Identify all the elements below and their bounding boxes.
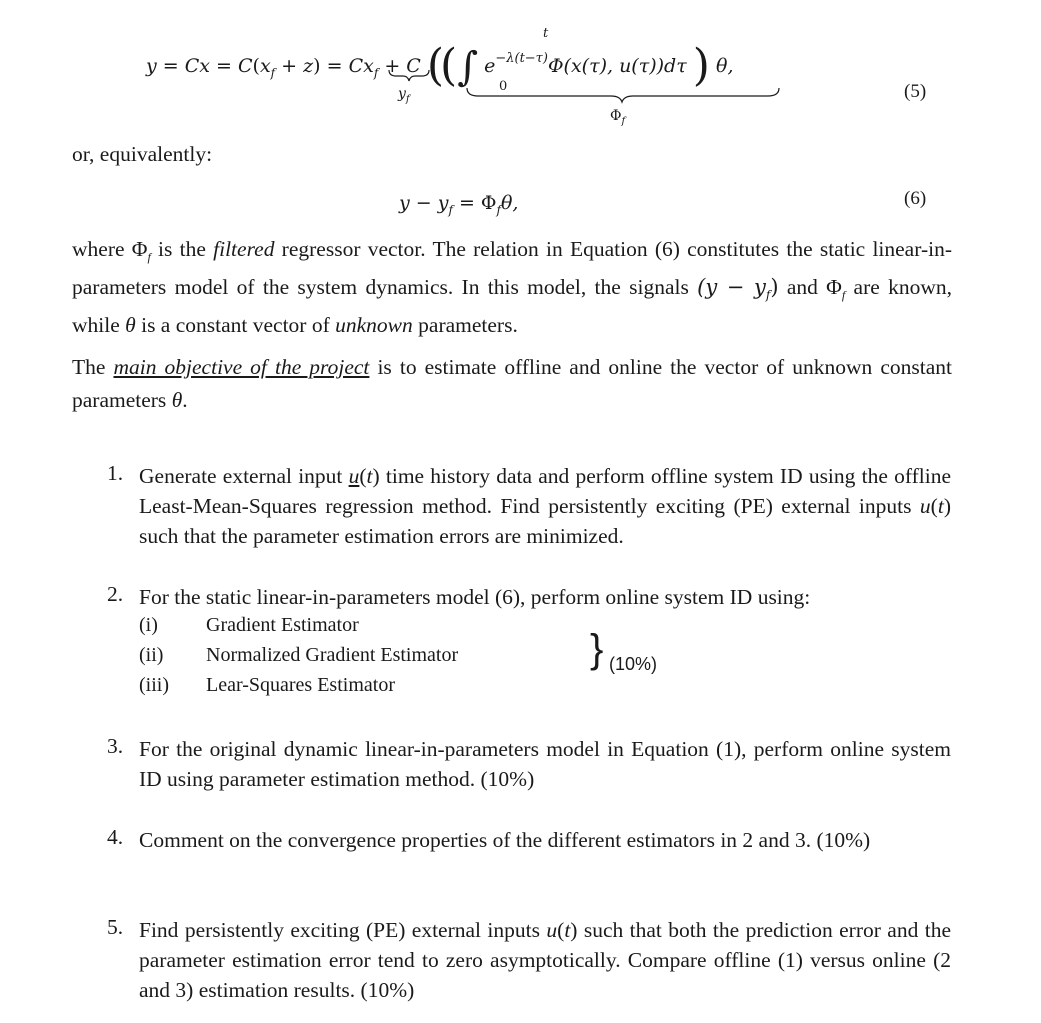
integral-sign: ∫ <box>457 44 479 90</box>
eq5-int-upper: t <box>543 26 549 41</box>
eq5-int-lower: 0 <box>499 79 508 94</box>
eq5-sub-f2: f <box>373 66 379 80</box>
sub-item-ii-label: Normalized Gradient Estimator <box>206 644 459 666</box>
equation-6: $y - y_f = \Phi_f\theta$, <box>399 192 519 217</box>
sub-item-iii-label: Lear-Squares Estimator <box>206 674 395 696</box>
list-item-2-text: For the static linear-in-parameters model (6), perform online system ID using: <box>139 585 811 609</box>
eq5-plus-z: + z <box>275 55 314 77</box>
list-item-1-number: 1. <box>107 461 124 485</box>
list-item-3-number: 3. <box>107 734 124 758</box>
paragraph-filtered-regressor: where $\Phi_f$ is the filtered regressor vector. The relation in Equation (6) constitutes the static linear-in-parameters model of the system dynamics. In this model, the signals $(y - y_f)$ and $\Phi_f$ are known, while θ is a constant vector of unknown parameters. <box>72 237 953 337</box>
eq5-phi: Φ(x(τ), u(τ))dτ <box>547 55 687 77</box>
sub-item-i-roman: (i) <box>139 614 158 636</box>
underbrace-yf: $y_f$ <box>398 86 410 105</box>
eq5-theta: θ, <box>716 55 734 77</box>
list-item-4-text: Comment on the convergence properties of the different estimators in 2 and 3. (10%) <box>139 828 871 852</box>
eq5-cx: = Cx <box>326 55 374 77</box>
curly-brace: } <box>590 627 604 671</box>
main-objective-underlined: main objective of the project <box>113 355 370 379</box>
equation-number-5: (5) <box>904 81 927 102</box>
list-item-5-number: 5. <box>107 915 124 939</box>
underbrace-phif: $\Phi_f$ <box>610 108 626 127</box>
eq5-x: x <box>259 55 271 77</box>
list-item-1-text: Generate external input u(t) time history data and perform offline system ID using the offline Least-Mean-Squares regression method. Find persistently exciting (PE) external inputs u(t) such that the parameter estimation errors are minimized. <box>139 464 951 548</box>
text-or-equivalently: or, equivalently: <box>72 142 213 166</box>
list-item-2-number: 2. <box>107 582 124 606</box>
sub-item-ii-roman: (ii) <box>139 644 164 666</box>
underbrace-graphics <box>0 0 1041 120</box>
eq5-lhs: y = Cx = C <box>146 55 253 77</box>
equation-number-6: (6) <box>904 188 927 209</box>
list-item-5-text: Find persistently exciting (PE) external inputs u(t) such that both the prediction error and the parameter estimation error tend to zero asymptotically. Compare offline (1) versus online (2 and 3) estimation results. (10%) <box>139 918 951 1002</box>
paragraph-main-objective: The main objective of the project is to estimate offline and online the vector of unknown constant parameters θ. <box>72 355 952 412</box>
sub-item-iii-roman: (iii) <box>139 674 169 696</box>
list-item-3-text: For the original dynamic linear-in-parameters model in Equation (1), perform online system ID using parameter estimation method. (10%) <box>139 737 951 791</box>
percent-10-item-2: (10%) <box>609 654 658 674</box>
eq5-exp-power: −λ(t−τ) <box>495 51 548 66</box>
sub-item-i-label: Gradient Estimator <box>206 614 359 636</box>
eq5-plus-c: + C <box>384 55 421 77</box>
eq5-exp-base: e <box>484 55 496 77</box>
list-item-4-number: 4. <box>107 825 124 849</box>
equation-5: $y = Cx = C(x_f + z) = Cx_f + C$ ((∫ $e^{-\lambda(t-\tau)}\Phi(x(\tau)$, u(τ))dτ ) θ, <box>146 40 734 91</box>
eq5-sub-f: f <box>270 66 276 80</box>
